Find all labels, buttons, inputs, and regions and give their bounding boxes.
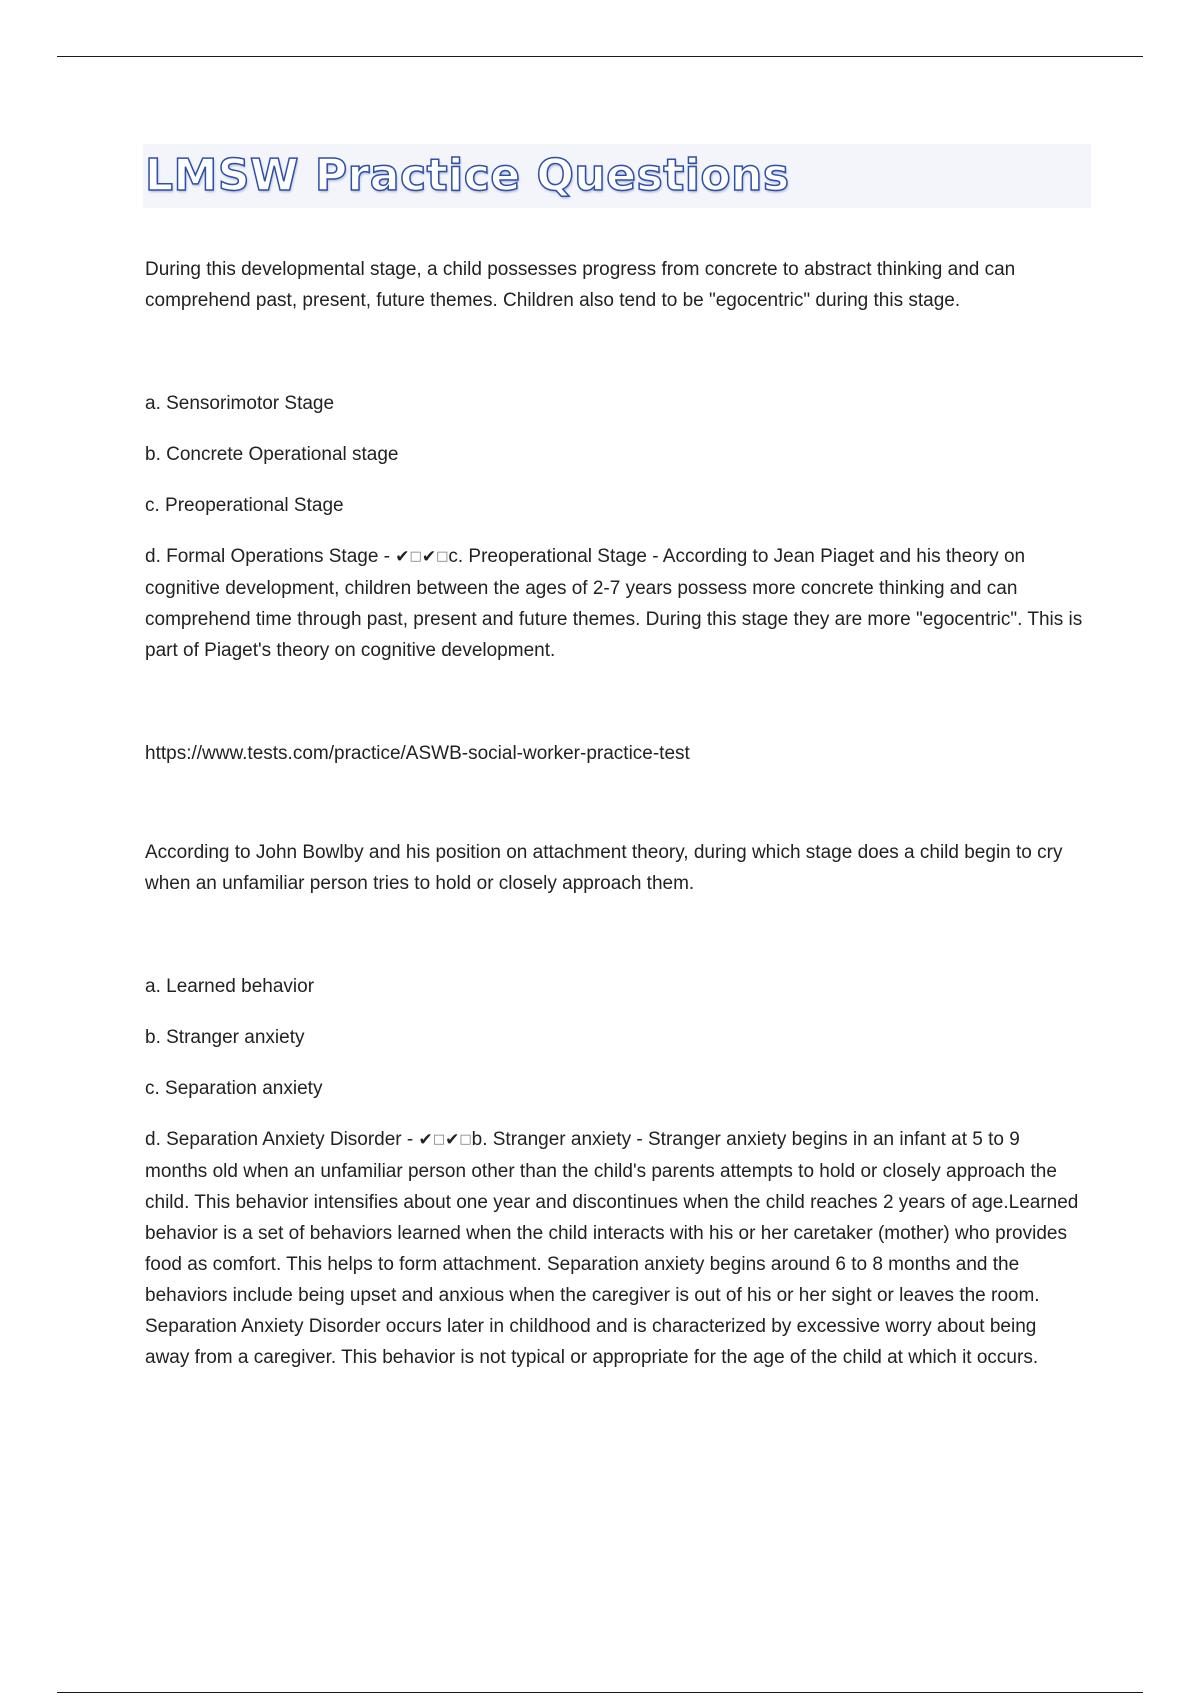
box-glyph-icon: □	[432, 1132, 446, 1147]
question-2-option-d: d. Separation Anxiety Disorder -	[145, 1129, 419, 1150]
check-mark-icon: ✔	[395, 547, 410, 567]
source-url: https://www.tests.com/practice/ASWB-social-worker-practice-test	[145, 743, 690, 764]
box-glyph-icon: □	[409, 549, 422, 564]
box-glyph-icon: □	[436, 549, 449, 564]
question-1-option-c: c. Preoperational Stage	[145, 495, 344, 516]
check-mark-icon: ✔	[445, 1130, 460, 1150]
question-1-option-d-answer	[145, 541, 1085, 666]
document-body	[145, 144, 1085, 1373]
question-2-option-c: c. Separation anxiety	[145, 1078, 323, 1099]
title-banner	[143, 144, 1091, 208]
question-2-option-b: b. Stranger anxiety	[145, 1027, 305, 1048]
question-2-option-d-answer	[145, 1124, 1085, 1373]
question-1-option-b: b. Concrete Operational stage	[145, 444, 399, 465]
bottom-rule	[57, 1692, 1143, 1693]
question-1-option-d: d. Formal Operations Stage -	[145, 546, 396, 567]
box-glyph-icon: □	[459, 1132, 472, 1147]
question-2-stem: According to John Bowlby and his position on attachment theory, during which stage does a child begin to cry when an unfamiliar person tries to hold or closely approach them.	[145, 842, 1063, 894]
question-1-option-a: a. Sensorimotor Stage	[145, 393, 335, 414]
question-2-option-a: a. Learned behavior	[145, 976, 315, 997]
top-rule	[57, 56, 1143, 57]
question-1-stem: During this developmental stage, a child possesses progress from concrete to abstract thinking and can comprehend past, present, future themes. Children also tend to be "egocentric" during this stage.	[145, 259, 1016, 311]
document-title: LMSW Practice Questions	[145, 150, 790, 201]
check-mark-icon: ✔	[418, 1130, 433, 1150]
question-1-answer-explanation: c. Preoperational Stage - According to Jean Piaget and his theory on cognitive development, children between the ages of 2-7 years possess more concrete thinking and can comprehend time through past, present and future themes. During this stage they are more "egocentric". This is part of Piaget's theory on cognitive development.	[145, 546, 1083, 661]
check-mark-icon: ✔	[421, 547, 437, 567]
question-2-answer-explanation: b. Stranger anxiety - Stranger anxiety begins in an infant at 5 to 9 months old when an unfamiliar person other than the child's parents attempts to hold or closely approach the child. This behavior intensifies about one year and discontinues when the child reaches 2 years of age.Learned behavior is a set of behaviors learned when the child interacts with his or her caretaker (mother) who provides food as comfort. This helps to form attachment. Separation anxiety begins around 6 to 8 months and the behaviors include being upset and anxious when the caregiver is out of his or her sight or leaves the room. Separation Anxiety Disorder occurs later in childhood and is characterized by excessive worry about being away from a caregiver. This behavior is not typical or appropriate for the age of the child at which it occurs.	[145, 1129, 1079, 1368]
